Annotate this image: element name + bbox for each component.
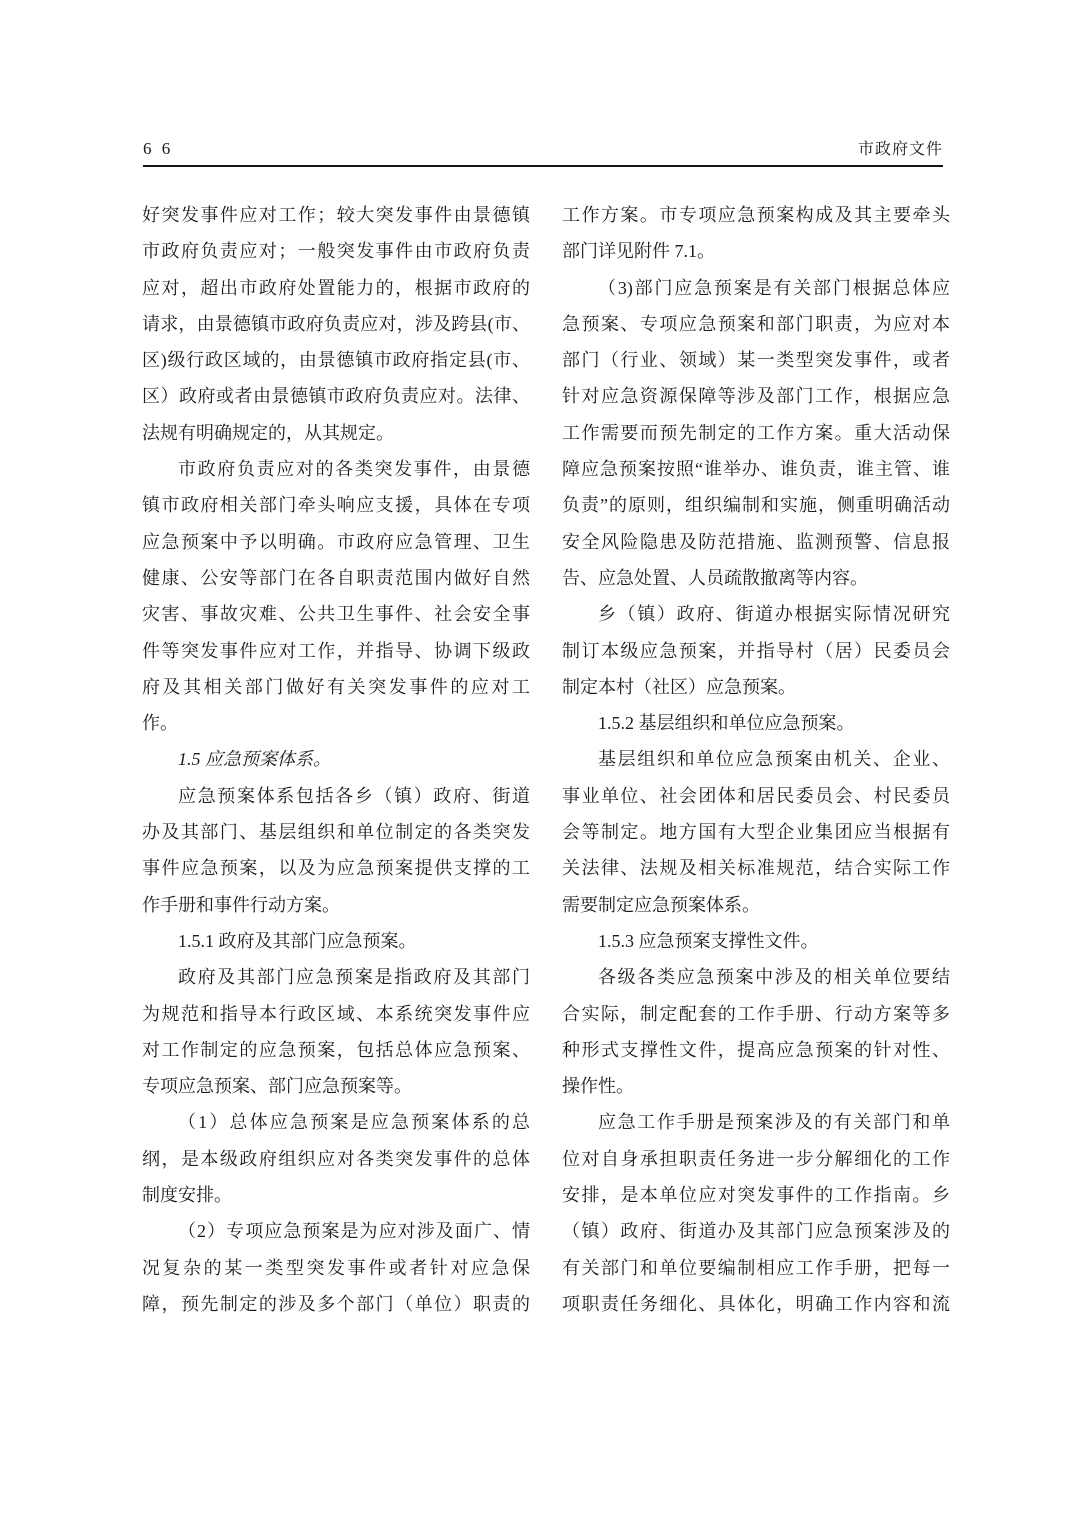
text-line: 况复杂的某一类型突发事件或者针对应急保	[142, 1257, 530, 1278]
text-line: 制定本村（社区）应急预案。	[562, 676, 796, 697]
text-line: 应对，超出市政府处置能力的，根据市政府的	[142, 277, 530, 298]
page-header	[143, 136, 943, 159]
text-line: 1.5.3 应急预案支撑性文件。	[598, 930, 819, 951]
text-line: 基层组织和单位应急预案由机关、企业、	[598, 749, 950, 770]
text-line: 乡（镇）政府、街道办根据实际情况研究	[598, 604, 950, 625]
header-rule	[143, 165, 943, 167]
text-line: 为规范和指导本行政区域、本系统突发事件应	[142, 1003, 530, 1024]
text-line: 负责”的原则，组织编制和实施，侧重明确活动	[562, 495, 950, 516]
text-line: 政府及其部门应急预案是指政府及其部门	[178, 967, 530, 988]
text-line: （2）专项应急预案是为应对涉及面广、情	[178, 1221, 530, 1242]
text-line: 应急预案体系包括各乡（镇）政府、街道	[178, 785, 530, 806]
text-line: 对工作制定的应急预案，包括总体应急预案、	[142, 1039, 530, 1060]
text-line: 区）政府或者由景德镇市政府负责应对。法律、	[142, 386, 530, 407]
text-line: 1.5 应急预案体系。	[178, 749, 331, 770]
text-line: 部门详见附件 7.1。	[562, 241, 715, 262]
text-line: 府及其相关部门做好有关突发事件的应对工	[142, 676, 530, 697]
text-line: 合实际，制定配套的工作手册、行动方案等多	[562, 1003, 950, 1024]
text-line: 事业单位、社会团体和居民委员会、村民委员	[562, 785, 950, 806]
text-line: 项职责任务细化、具体化，明确工作内容和流	[562, 1293, 950, 1314]
column-right	[562, 197, 950, 1322]
text-line: 1.5.2 基层组织和单位应急预案。	[598, 713, 855, 734]
text-line: 会等制定。地方国有大型企业集团应当根据有	[562, 822, 950, 843]
text-line: 急预案、专项应急预案和部门职责，为应对本	[562, 313, 950, 334]
text-line: 障，预先制定的涉及多个部门（单位）职责的	[142, 1293, 530, 1314]
text-line: 告、应急处置、人员疏散撤离等内容。	[562, 567, 868, 588]
text-line: 作。	[142, 713, 178, 734]
text-line: 安全风险隐患及防范措施、监测预警、信息报	[562, 531, 950, 552]
text-line: 需要制定应急预案体系。	[562, 894, 760, 915]
page-number: 6 6	[143, 139, 174, 158]
text-line: 灾害、事故灾难、公共卫生事件、社会安全事	[142, 604, 530, 625]
text-line: 健康、公安等部门在各自职责范围内做好自然	[142, 567, 530, 588]
text-line: 纲，是本级政府组织应对各类突发事件的总体	[142, 1148, 530, 1169]
text-line: （镇）政府、街道办及其部门应急预案涉及的	[562, 1221, 950, 1242]
text-line: 部门（行业、领域）某一类型突发事件，或者	[562, 350, 950, 371]
text-line: 操作性。	[562, 1076, 634, 1097]
text-line: 制度安排。	[142, 1185, 232, 1206]
text-line: 件等突发事件应对工作，并指导、协调下级政	[142, 640, 530, 661]
text-line: 好突发事件应对工作；较大突发事件由景德镇	[142, 205, 530, 225]
text-line: 作手册和事件行动方案。	[142, 894, 340, 915]
text-line: 安排，是本单位应对突发事件的工作指南。乡	[562, 1185, 950, 1206]
text-line: 市政府负责应对；一般突发事件由市政府负责	[142, 241, 530, 262]
text-line: 1.5.1 政府及其部门应急预案。	[178, 930, 417, 951]
text-line: 关法律、法规及相关标准规范，结合实际工作	[562, 858, 950, 879]
text-line: 有关部门和单位要编制相应工作手册，把每一	[562, 1257, 950, 1278]
text-line: 应急工作手册是预案涉及的有关部门和单	[598, 1112, 950, 1133]
column-left	[142, 197, 530, 1322]
text-line: 工作方案。市专项应急预案构成及其主要牵头	[562, 205, 950, 225]
header-doc-label: 市政府文件	[857, 141, 943, 158]
text-line: 各级各类应急预案中涉及的相关单位要结	[598, 967, 950, 988]
text-line: 制订本级应急预案，并指导村（居）民委员会	[562, 640, 950, 661]
text-line: （1）总体应急预案是应急预案体系的总	[178, 1112, 530, 1133]
text-line: 事件应急预案，以及为应急预案提供支撑的工	[142, 858, 530, 879]
body-text	[142, 197, 950, 1322]
text-line: 工作需要而预先制定的工作方案。重大活动保	[562, 422, 950, 443]
text-line: 市政府负责应对的各类突发事件，由景德	[178, 459, 530, 480]
text-line: 种形式支撑性文件，提高应急预案的针对性、	[562, 1039, 950, 1060]
text-line: 办及其部门、基层组织和单位制定的各类突发	[142, 822, 530, 843]
text-line: 镇市政府相关部门牵头响应支援，具体在专项	[142, 495, 530, 516]
text-line: 位对自身承担职责任务进一步分解细化的工作	[562, 1148, 950, 1169]
text-line: 请求，由景德镇市政府负责应对，涉及跨县(市、	[142, 313, 530, 334]
text-line: 区)级行政区域的，由景德镇市政府指定县(市、	[142, 350, 530, 371]
text-line: 障应急预案按照“谁举办、谁负责，谁主管、谁	[562, 459, 950, 480]
text-line: 应急预案中予以明确。市政府应急管理、卫生	[142, 531, 530, 552]
text-line: 专项应急预案、部门应急预案等。	[142, 1076, 412, 1097]
text-line: 法规有明确规定的，从其规定。	[142, 422, 394, 443]
text-line: 针对应急资源保障等涉及部门工作，根据应急	[562, 386, 950, 407]
text-line: （3)部门应急预案是有关部门根据总体应	[598, 277, 950, 298]
